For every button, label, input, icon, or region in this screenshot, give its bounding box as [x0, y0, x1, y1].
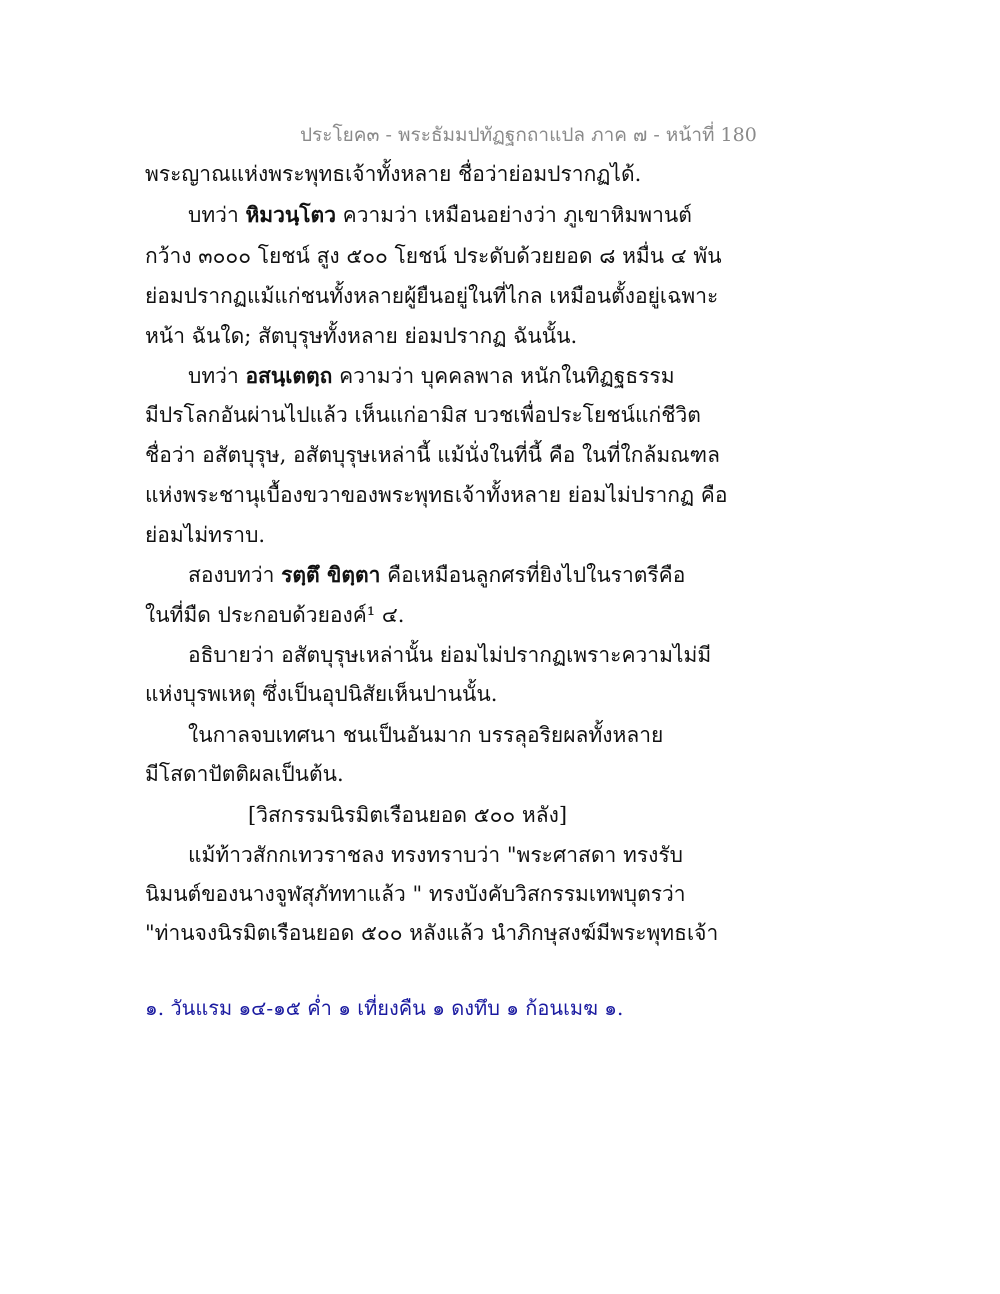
- footnote: ๑. วันแรม ๑๔-๑๕ ค่ำ ๑ เที่ยงคืน ๑ ดงทึบ ๑ ก้อนเมฆ ๑.: [145, 996, 624, 1020]
- text-line: มีปรโลกอันผ่านไปแล้ว เห็นแก่อามิส บวชเพื่อประโยชน์แก่ชีวิต: [145, 403, 701, 427]
- text-line: [188, 200, 692, 230]
- text-line: [188, 560, 685, 590]
- text-line: แห่งพระชานุเบื้องขวาของพระพุทธเจ้าทั้งหลาย ย่อมไม่ปรากฏ คือ: [145, 483, 728, 507]
- text-line: หน้า ฉันใด; สัตบุรุษทั้งหลาย ย่อมปรากฏ ฉันนั้น.: [145, 324, 578, 348]
- text-line: มีโสดาปัตติผลเป็นต้น.: [145, 762, 344, 786]
- text-line: ย่อมปรากฏแม้แก่ชนทั้งหลายผู้ยืนอยู่ในที่ไกล เหมือนตั้งอยู่เฉพาะ: [145, 284, 719, 308]
- page-header: ประโยค๓ - พระธัมมปทัฏฐกถาแปล ภาค ๗ - หน้าที่ 180: [300, 124, 757, 146]
- text-segment: ความว่า บุคคลพาล หนักในทิฏฐธรรม: [332, 364, 675, 388]
- text-line: พระญาณแห่งพระพุทธเจ้าทั้งหลาย ชื่อว่าย่อมปรากฏได้.: [145, 162, 642, 186]
- text-segment: ความว่า เหมือนอย่างว่า ภูเขาหิมพานต์: [335, 203, 692, 227]
- text-line: ในกาลจบเทศนา ชนเป็นอันมาก บรรลุอริยผลทั้งหลาย: [188, 723, 664, 747]
- text-line: แห่งบุรพเหตุ ซึ่งเป็นอุปนิสัยเห็นปานนั้น.: [145, 682, 498, 706]
- text-segment: คือเหมือนลูกศรที่ยิงไปในราตรีคือ: [380, 563, 686, 587]
- text-line: ย่อมไม่ทราบ.: [145, 523, 266, 547]
- text-line: ในที่มืด ประกอบด้วยองค์¹ ๔.: [145, 603, 405, 627]
- text-line: ชื่อว่า อสัตบุรุษ, อสัตบุรุษเหล่านี้ แม้นั่งในที่นี้ คือ ในที่ใกล้มณฑล: [145, 443, 720, 467]
- section-heading: [วิสกรรมนิรมิตเรือนยอด ๕๐๐ หลัง]: [248, 803, 568, 827]
- pali-term: รตฺตึ ขิตฺตา: [281, 562, 381, 587]
- text-line: แม้ท้าวสักกเทวราชลง ทรงทราบว่า "พระศาสดา ทรงรับ: [188, 843, 683, 867]
- text-line: "ท่านจงนิรมิตเรือนยอด ๕๐๐ หลังแล้ว นำภิกษุสงฆ์มีพระพุทธเจ้า: [145, 921, 719, 945]
- pali-term: หิมวนฺโตว: [245, 202, 336, 227]
- text-line: นิมนต์ของนางจูฬสุภัททาแล้ว " ทรงบังคับวิสกรรมเทพบุตรว่า: [145, 882, 686, 906]
- text-line: กว้าง ๓๐๐๐ โยชน์ สูง ๕๐๐ โยชน์ ประดับด้วยยอด ๘ หมื่น ๔ พัน: [145, 244, 722, 268]
- pali-term: อสนฺเตตฺถ: [245, 363, 333, 388]
- text-segment: บทว่า: [188, 364, 246, 388]
- text-segment: บทว่า: [188, 203, 246, 227]
- text-line: [188, 361, 675, 391]
- text-line: อธิบายว่า อสัตบุรุษเหล่านั้น ย่อมไม่ปรากฏเพราะความไม่มี: [188, 643, 712, 667]
- text-segment: สองบทว่า: [188, 563, 282, 587]
